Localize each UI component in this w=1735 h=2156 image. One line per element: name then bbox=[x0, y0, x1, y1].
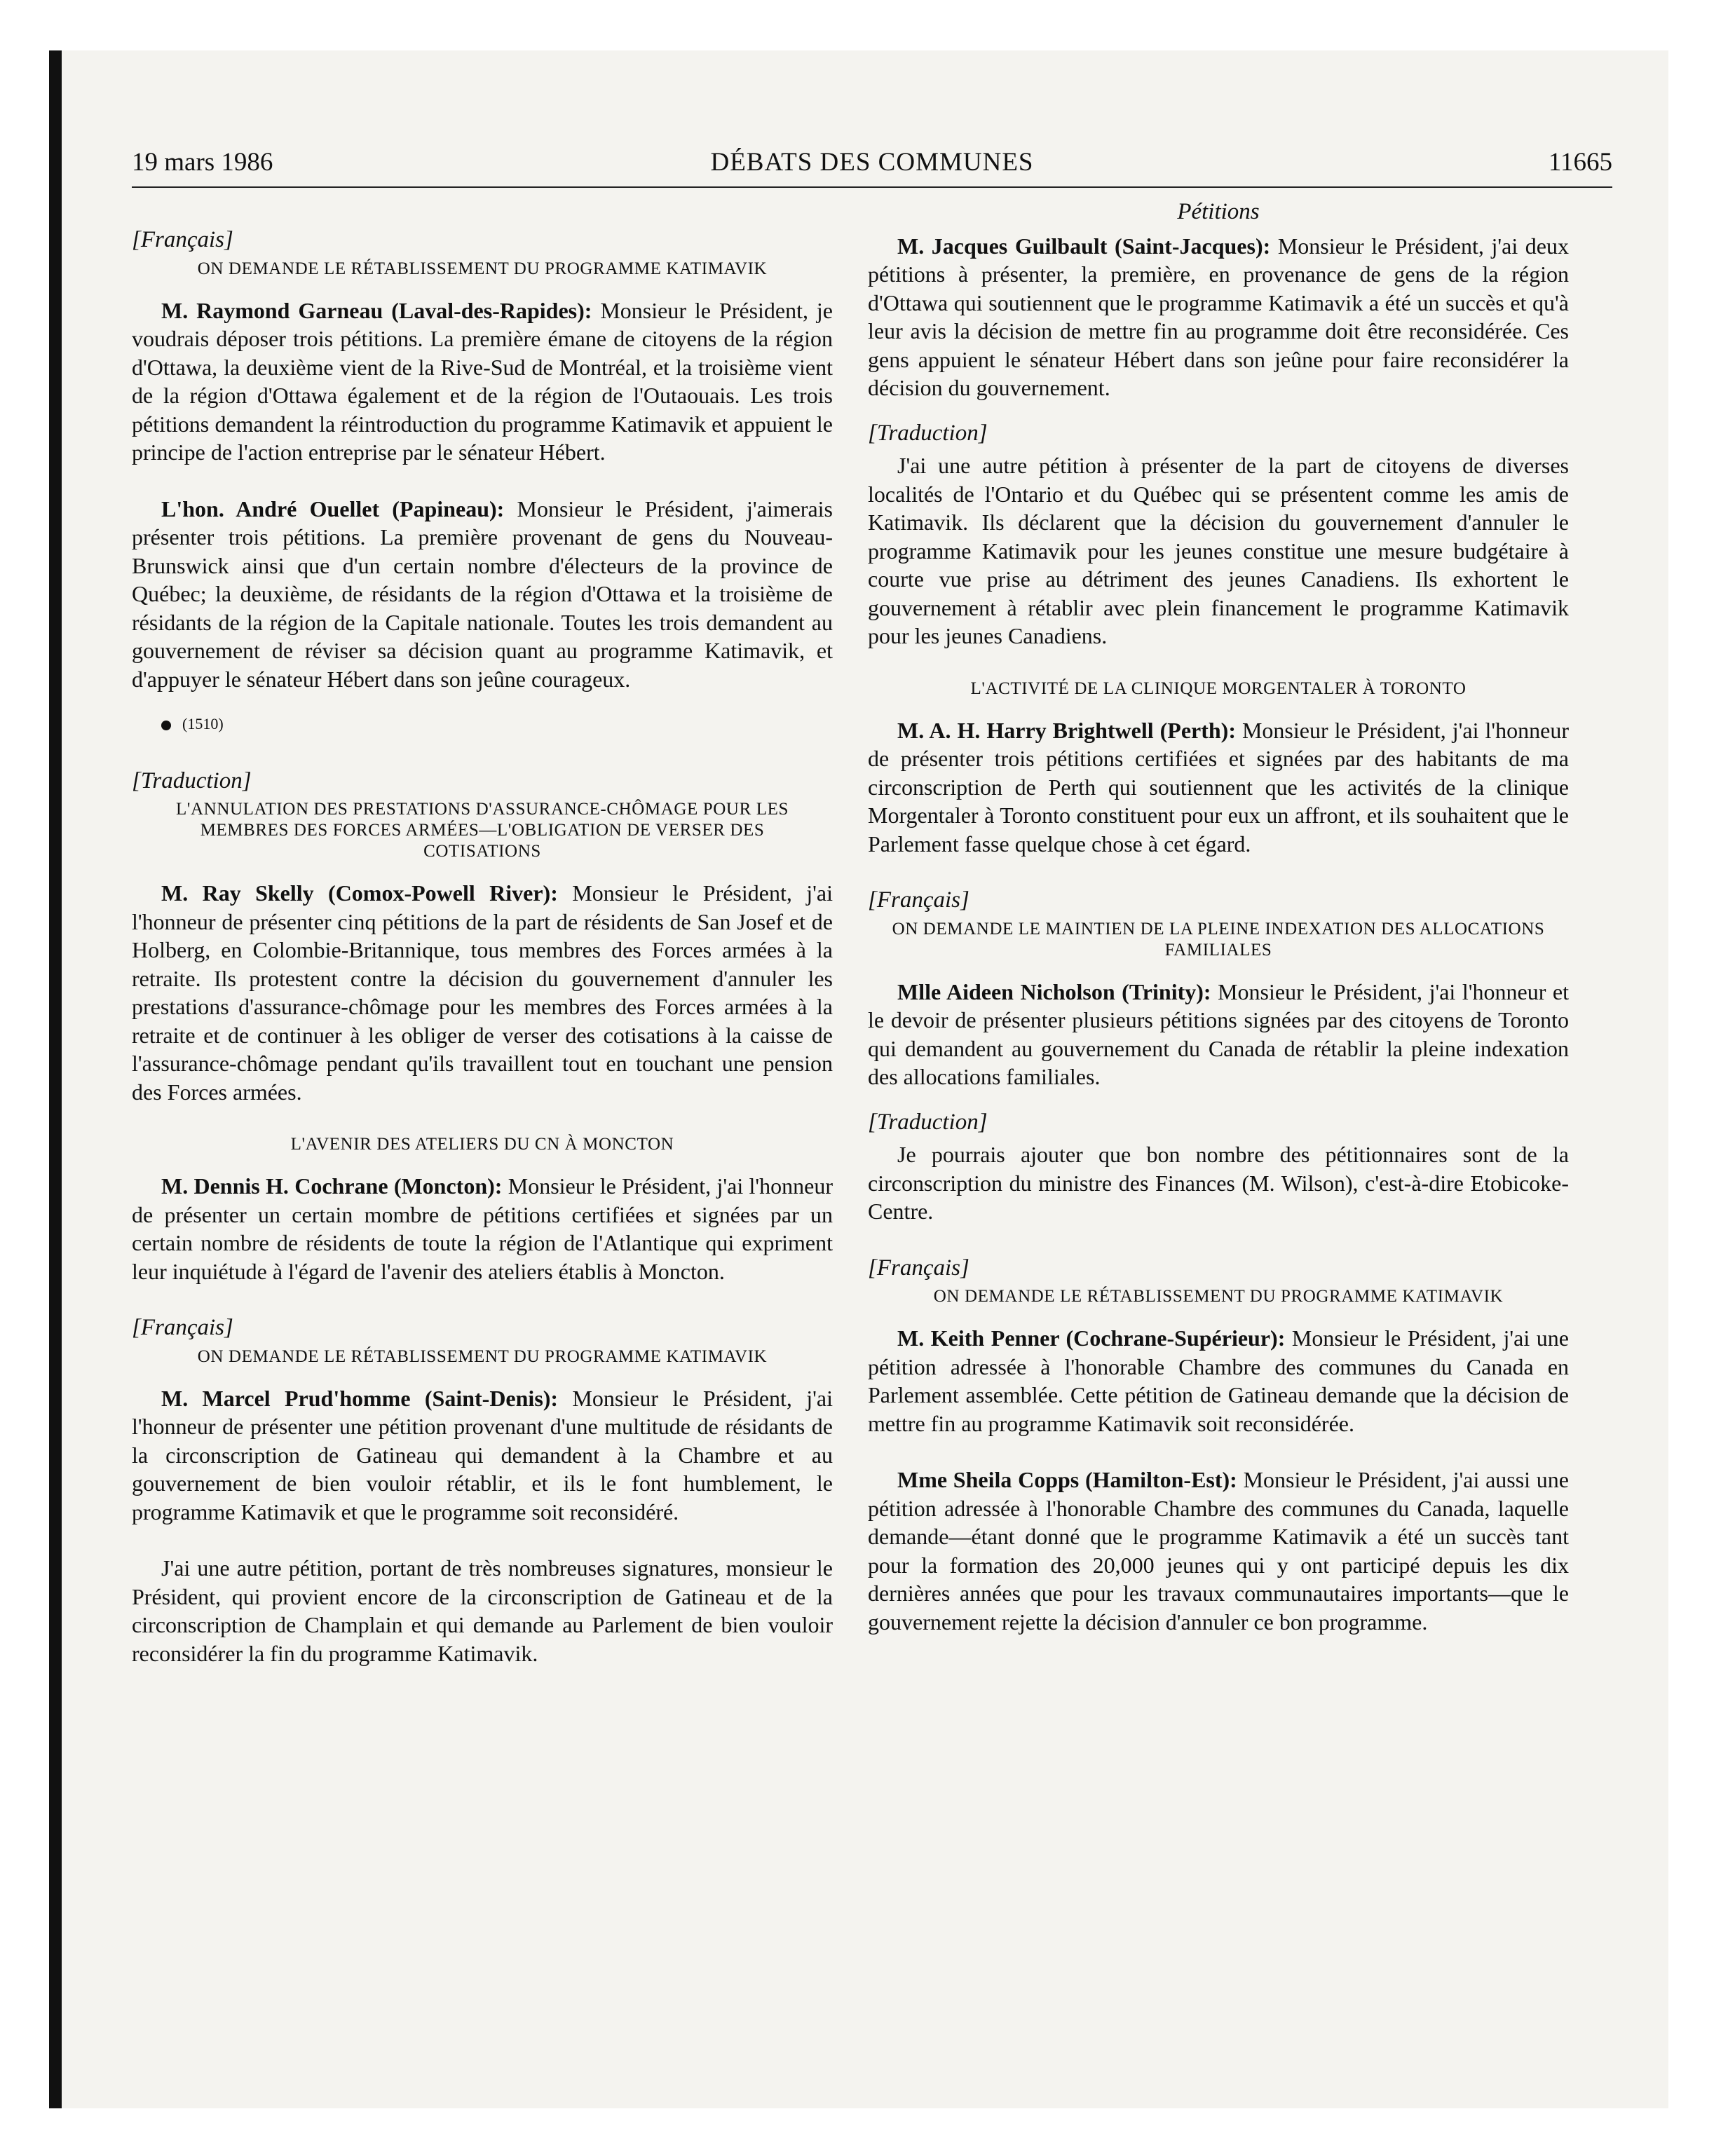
page-header bbox=[132, 147, 1612, 186]
paragraph-text: Monsieur le Président, j'ai l'honneur de présenter un certain mombre de pétitions certifiées et signées par un certain nombre de résidents de toute la région de l'Atlantique qui expriment leur inquiétude à l'égard de l'avenir des ateliers établis à Moncton. bbox=[132, 1173, 834, 1284]
paragraph: Je pourrais ajouter que bon nombre des pétitionnaires sont de la circonscription du ministre des Finances (M. Wilson), c'est-à-dire Etobicoke-Centre. bbox=[868, 1142, 1569, 1224]
paragraph bbox=[132, 1172, 833, 1285]
paragraph-text: Monsieur le Président, j'ai une pétition adressée à l'honorable Chambre des communes du Canada en Parlement assemblée. Cette pétition de Gatineau demande que la décision de mettre fin au programme Katimavik soit reconsidérée. bbox=[868, 1325, 1570, 1436]
language-tag: [Français] bbox=[132, 227, 233, 252]
speaker-name: M. Dennis H. Cochrane (Moncton): bbox=[161, 1173, 503, 1199]
paragraph: J'ai une autre pétition, portant de très nombreuses signatures, monsieur le Président, qui provient encore de la circonscription de Gatineau et de la circonscription de Champlain et qui demande au Parlement de bien vouloir reconsidérer la fin du programme Katimavik. bbox=[132, 1555, 833, 1666]
language-tag: [Français] bbox=[868, 887, 969, 913]
paragraph: J'ai une autre pétition à présenter de la part de citoyens de diverses localités de l'Ontario et du Québec qui se présentent comme les amis de Katimavik. Ils déclarent que la décision du gouvernement d'annuler le programme Katimavik pour les jeunes constitue une mesure budgétaire à courte vue prise au détriment des jeunes Canadiens. Ils exhortent le gouvernement à rétablir avec plein financement le programme Katimavik pour les jeunes Canadiens. bbox=[868, 453, 1569, 648]
scan-edge-bar bbox=[49, 50, 62, 2108]
paragraph bbox=[132, 296, 833, 467]
section-heading: ON DEMANDE LE RÉTABLISSEMENT DU PROGRAMME KATIMAVIK bbox=[197, 259, 768, 278]
paragraph-text: Monsieur le Président, j'ai l'honneur de présenter une pétition provenant d'une multitude de résidants de la circonscription de Gatineau qui demandent à la Chambre et au gouvernement de bien vouloir rétablir, et ils le font humblement, le programme Katimavik et que le programme soit reconsidéré. bbox=[132, 1385, 834, 1524]
speaker-name: Mlle Aideen Nicholson (Trinity): bbox=[897, 978, 1211, 1004]
paragraph-text: Monsieur le Président, je voudrais déposer trois pétitions. La première émane de citoyens de la région d'Ottawa, la deuxième vient de la Rive-Sud de Montréal, et la troisième vient de la région d'Ottawa également et de la région de l'Outaouais. Les trois pétitions demandent la réintroduction du programme Katimavik et appuient le principe de l'action entreprise par le sénateur Hébert. bbox=[132, 297, 834, 465]
speaker-name: L'hon. André Ouellet (Papineau): bbox=[161, 496, 505, 521]
paragraph bbox=[132, 1384, 833, 1527]
speaker-name: M. A. H. Harry Brightwell (Perth): bbox=[897, 717, 1236, 743]
scanned-page bbox=[49, 50, 1668, 2108]
section-heading: L'ACTIVITÉ DE LA CLINIQUE MORGENTALER À TORONTO bbox=[970, 678, 1467, 698]
speaker-name: M. Keith Penner (Cochrane-Supérieur): bbox=[897, 1325, 1286, 1351]
paragraph bbox=[868, 1466, 1569, 1636]
speaker-name: Mme Sheila Copps (Hamilton-Est): bbox=[897, 1467, 1237, 1492]
paragraph-text: Monsieur le Président, j'ai l'honneur de présenter cinq pétitions de la part de résidents de San Josef et de Holberg, en Colombie-Britannique, tous membres des Forces armées à la retraite. Ils protestent contre la décision du gouvernement d'annuler les prestations d'assurance-chômage pour les membres des Forces armées à la retraite et de continuer à les obliger de verser des cotisations à la caisse de l'assurance-chômage pendant qu'ils travaillent tout en touchant une pension des Forces armées. bbox=[132, 880, 834, 1105]
right-column bbox=[868, 199, 1570, 1664]
speaker-name: M. Ray Skelly (Comox-Powell River): bbox=[161, 880, 558, 906]
speaker-name: M. Marcel Prud'homme (Saint-Denis): bbox=[161, 1385, 559, 1411]
speaker-name: M. Raymond Garneau (Laval-des-Rapides): bbox=[161, 297, 592, 323]
paragraph-text: Monsieur le Président, j'ai deux pétitions à présenter, la première, en provenance de gens de la région d'Ottawa qui soutiennent que le programme Katimavik a été un succès et qu'à leur avis la décision de mettre fin au programme doit être reconsidérée. Ces gens appuient le sénateur Hébert dans son jeûne pour faire reconsidérer la décision du gouvernement. bbox=[868, 233, 1570, 400]
bullet-icon bbox=[161, 721, 171, 730]
language-tag: [Français] bbox=[868, 1255, 969, 1281]
section-heading: ON DEMANDE LE MAINTIEN DE LA PLEINE INDEXATION DES ALLOCATIONS FAMILIALES bbox=[892, 919, 1545, 960]
paragraph-text: Monsieur le Président, j'aimerais présenter trois pétitions. La première provenant de gens du Nouveau-Brunswick ainsi que d'un certain nombre d'électeurs de la province de Québec; la deuxième, de résidants de la région d'Ottawa et la troisième de résidants de la région de la Capitale nationale. Toutes les trois demandent au gouvernement de réviser sa décision quant au programme Katimavik, et d'appuyer le sénateur Hébert dans son jeûne courageux. bbox=[132, 496, 834, 692]
language-tag: [Traduction] bbox=[868, 420, 988, 446]
language-tag: [Traduction] bbox=[868, 1109, 988, 1135]
section-title: Pétitions bbox=[1177, 199, 1260, 224]
paragraph-text: Monsieur le Président, j'ai l'honneur de présenter trois pétitions certifiées et signées par des habitants de ma circonscription de Perth qui soutiennent que les activités de la clinique Morgentaler à Toronto constituent pour eux un affront, et ils souhaitent que le Parlement fasse quelque chose à cet égard. bbox=[868, 717, 1570, 857]
paragraph bbox=[132, 495, 833, 694]
paragraph-text: Monsieur le Président, j'ai aussi une pétition adressée à l'honorable Chambre des communes du Canada, laquelle demande—étant donné que le programme Katimavik a été un succès tant pour la formation des 20,000 jeunes qui y ont participé depuis les dix dernières années que pour les travaux communautaires importants—que le gouvernement rejette la décision d'annuler ce bon programme. bbox=[868, 1467, 1570, 1635]
section-heading: L'ANNULATION DES PRESTATIONS D'ASSURANCE-CHÔMAGE POUR LES MEMBRES DES FORCES ARMÉES—L'OBLIGATION DE VERSER DES COTISATIONS bbox=[176, 800, 789, 861]
language-tag: [Traduction] bbox=[132, 767, 252, 793]
paragraph bbox=[868, 232, 1569, 402]
paragraph bbox=[868, 978, 1569, 1091]
paragraph bbox=[132, 879, 833, 1106]
time-marker: (1510) bbox=[132, 710, 833, 739]
left-column bbox=[132, 203, 833, 1696]
speaker-name: M. Jacques Guilbault (Saint-Jacques): bbox=[897, 233, 1271, 259]
header-rule bbox=[132, 186, 1612, 188]
paragraph-text: Monsieur le Président, j'ai l'honneur et le devoir de présenter plusieurs pétitions signées par des citoyens de Toronto qui demandent au gouvernement du Canada de rétablir la pleine indexation des allocations familiales. bbox=[868, 978, 1570, 1089]
section-heading: ON DEMANDE LE RÉTABLISSEMENT DU PROGRAMME KATIMAVIK bbox=[197, 1346, 768, 1366]
paragraph bbox=[868, 716, 1569, 859]
section-heading: L'AVENIR DES ATELIERS DU CN À MONCTON bbox=[290, 1135, 674, 1154]
header-page-number: 11665 bbox=[1548, 148, 1612, 177]
paragraph bbox=[868, 1324, 1569, 1438]
header-title: DÉBATS DES COMMUNES bbox=[710, 148, 1034, 177]
section-heading: ON DEMANDE LE RÉTABLISSEMENT DU PROGRAMME KATIMAVIK bbox=[933, 1287, 1504, 1306]
language-tag: [Français] bbox=[132, 1315, 233, 1340]
header-date: 19 mars 1986 bbox=[132, 148, 273, 177]
